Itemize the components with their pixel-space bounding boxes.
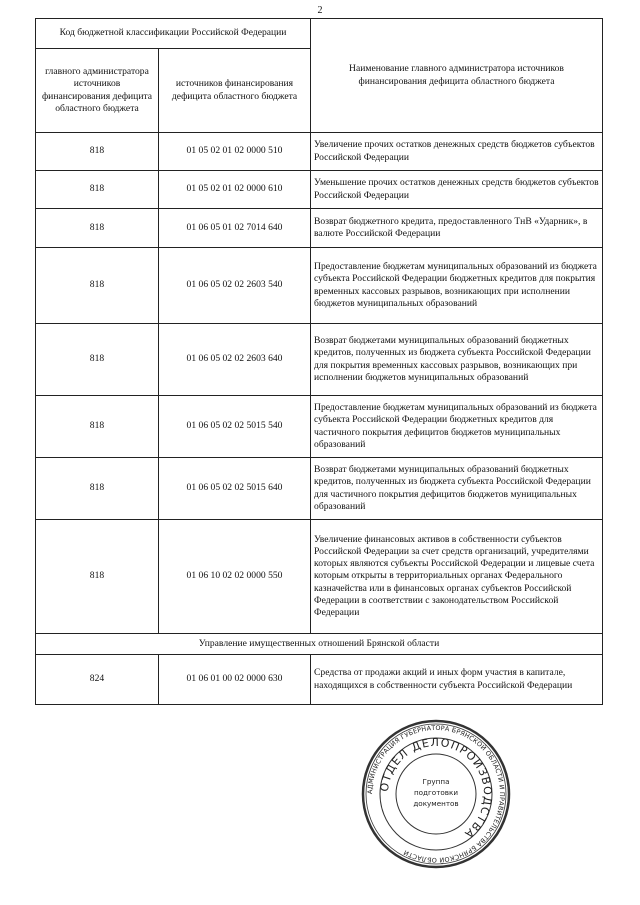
source-name: Средства от продажи акций и иных форм участия в капитале, находящихся в собственности субъекта Российской Федерации [311,655,603,705]
source-code: 01 06 05 02 02 5015 540 [159,396,311,458]
source-code: 01 06 05 01 02 7014 640 [159,209,311,248]
admin-code: 818 [36,133,159,171]
header-col-source: источников финансирования дефицита областного бюджета [159,49,311,133]
admin-code: 818 [36,520,159,634]
admin-code: 818 [36,209,159,248]
source-code: 01 06 05 02 02 2603 540 [159,248,311,324]
page-number: 2 [317,5,323,16]
source-name: Уменьшение прочих остатков денежных средств бюджетов субъектов Российской Федерации [311,171,603,209]
table-row [36,324,603,396]
source-name: Возврат бюджетами муниципальных образований бюджетных кредитов, полученных из бюджета субъекта Российской Федерации для покрытия временных кассовых разрывов, возникающих при исполнении бюджетов муниципальных образований [311,324,603,396]
table-row [36,248,603,324]
table-row [36,458,603,520]
admin-code: 818 [36,324,159,396]
admin-code: 818 [36,396,159,458]
table-row [36,209,603,248]
source-name: Возврат бюджетного кредита, предоставленного ТнВ «Ударник», в валюте Российской Федерации [311,209,603,248]
source-code: 01 06 05 02 02 5015 640 [159,458,311,520]
source-code: 01 06 10 02 02 0000 550 [159,520,311,634]
admin-code: 818 [36,248,159,324]
source-name: Увеличение прочих остатков денежных средств бюджетов субъектов Российской Федерации [311,133,603,171]
table-row [36,171,603,209]
stamp-inner-text: ОТДЕЛ ДЕЛОПРОИЗВОДСТВА [377,735,495,842]
stamp-outer-text: АДМИНИСТРАЦИЯ ГУБЕРНАТОРА БРЯНСКОЙ ОБЛАСТИ И ПРАВИТЕЛЬСТВА БРЯНСКОЙ ОБЛАСТИ [365,723,507,865]
header-col-admin: главного администратора источников финансирования дефицита областного бюджета [36,49,159,133]
table-row [36,133,603,171]
stamp-center-line-1: Группа [422,777,450,786]
source-name: Возврат бюджетами муниципальных образований бюджетных кредитов, полученных из бюджета субъекта Российской Федерации для частичного покрытия дефицитов бюджетов муниципальных образований [311,458,603,520]
section-header-row [36,634,603,655]
source-name: Увеличение финансовых активов в собственности субъектов Российской Федерации за счет средств организаций, учредителями которых являются субъекты Российской Федерации и лицевые счета которым открыты в территориальных органах Федерального казначейства или в финансовых органах субъектов Российской Федерации в соответствии с законодательством Российской Федерации [311,520,603,634]
stamp-center-line-2: подготовки [413,788,459,797]
table-row [36,520,603,634]
header-group-title: Код бюджетной классификации Российской Федерации [36,19,311,49]
source-code: 01 06 01 00 02 0000 630 [159,655,311,705]
source-code: 01 06 05 02 02 2603 640 [159,324,311,396]
admin-code: 818 [36,458,159,520]
budget-classification-table [35,18,603,705]
table-row [36,396,603,458]
stamp-center-line-3: документов [413,799,459,808]
section-title: Управление имущественных отношений Брянской области [36,634,603,655]
admin-code: 824 [36,655,159,705]
source-code: 01 05 02 01 02 0000 510 [159,133,311,171]
source-name: Предоставление бюджетам муниципальных образований из бюджета субъекта Российской Федерации бюджетных кредитов для частичного покрытия дефицитов бюджетов муниципальных образований [311,396,603,458]
table-row [36,655,603,705]
source-name: Предоставление бюджетам муниципальных образований из бюджета субъекта Российской Федерации бюджетных кредитов для покрытия временных кассовых разрывов, возникающих при исполнении бюджетов муниципальных образований [311,248,603,324]
official-stamp [360,718,512,870]
header-col-name: Наименование главного администратора источников финансирования дефицита областного бюджета [311,19,603,133]
source-code: 01 05 02 01 02 0000 610 [159,171,311,209]
admin-code: 818 [36,171,159,209]
